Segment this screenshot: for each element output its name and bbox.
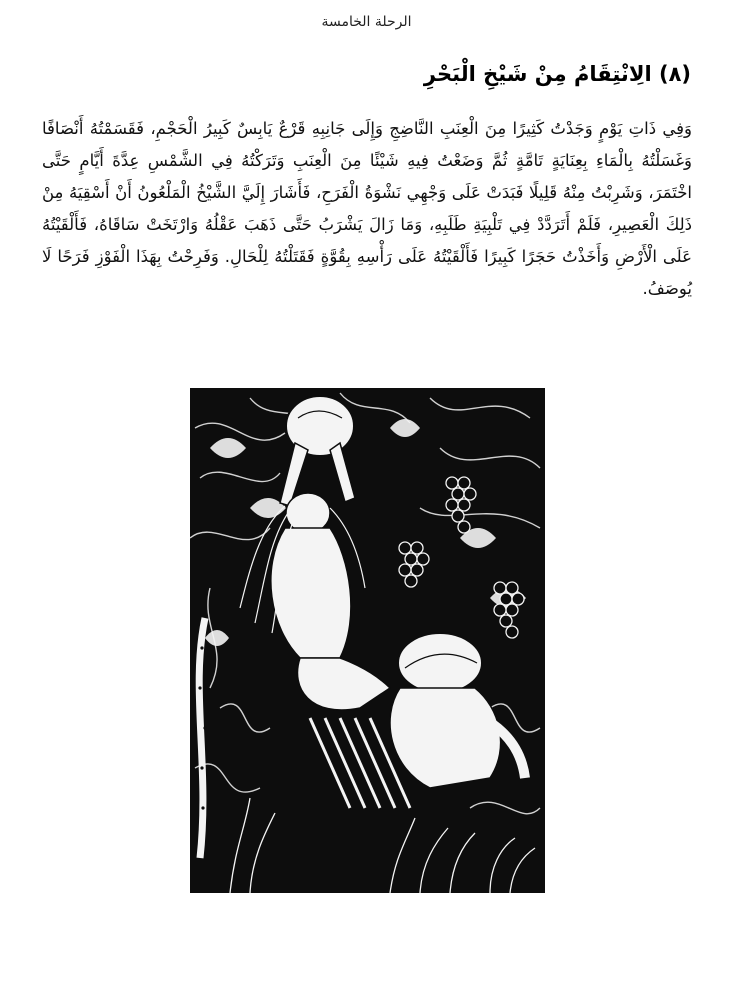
body-paragraph: وَفِي ذَاتِ يَوْمٍ وَجَدْتُ كَثِيرًا مِنَ الْعِنَبِ النَّاضِجِ وَإِلَى جَانِبِهِ قَرْعٌ يَابِسٌ كَبِيرُ الْحَجْمِ، فَقَسَمْتُهُ أَنْصَافًا وَغَسَلْتُهُ بِالْمَاءِ بِعِنَايَةٍ تَامَّةٍ ثُمَّ وَضَعْتُ فِيهِ شَيْئًا مِنَ الْعِنَبِ وَتَرَكْتُهُ فِي الشَّمْسِ عِدَّةَ أَيَّامٍ حَتَّى اخْتَمَرَ، وَشَرِبْتُ مِنْهُ قَلِيلًا فَبَدَتْ عَلَى وَجْهِي نَشْوَةُ الْفَرَحِ، فَأَشَارَ إِلَيَّ الشَّيْخُ الْمَلْعُونُ أَنْ أَسْقِيَهُ مِنْ ذَلِكَ الْعَصِيرِ، فَلَمْ أَتَرَدَّدْ فِي تَلْبِيَةِ طَلَبِهِ، وَمَا زَالَ يَشْرَبُ حَتَّى ذَهَبَ عَقْلُهُ وَارْتَخَتْ سَاقَاهُ، فَأَلْقَيْتُهُ عَلَى الْأَرْضِ وَأَخَذْتُ حَجَرًا كَبِيرًا فَأَلْقَيْتُهُ عَلَى رَأْسِهِ بِقُوَّةٍ فَقَتَلْتُهُ لِلْحَالِ. وَفَرِحْتُ بِهَذَا الْفَوْزِ فَرَحًا لَا يُوصَفُ.	[42, 119, 692, 298]
running-header: الرحلة الخامسة	[321, 14, 412, 30]
illustration-drawing	[190, 388, 545, 893]
engraving-illustration	[190, 388, 545, 893]
turban	[398, 633, 482, 693]
chapter-title: (٨) الِانْتِقَامُ مِنْ شَيْخِ الْبَحْرِ	[423, 62, 691, 86]
illustration-background	[190, 388, 545, 893]
